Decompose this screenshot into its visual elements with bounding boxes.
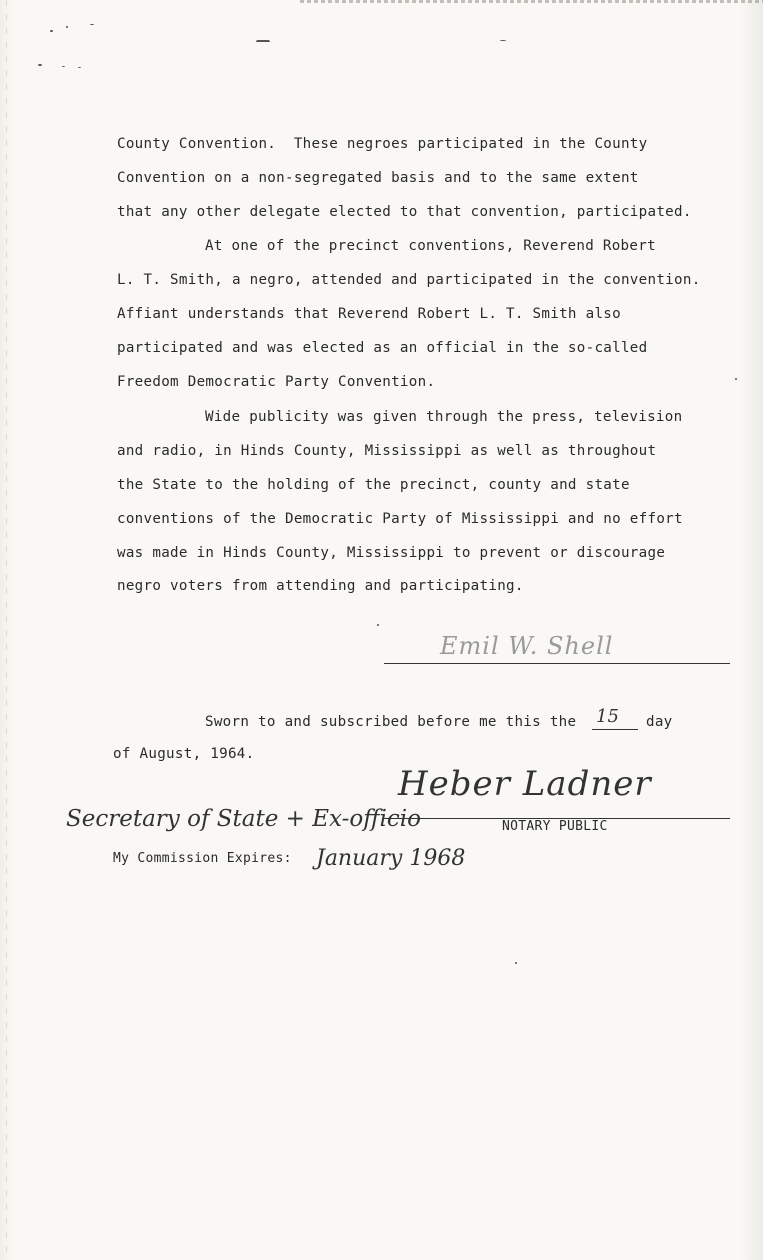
scan-speck xyxy=(500,40,506,41)
body-line: Freedom Democratic Party Convention. xyxy=(117,374,436,390)
jurat-date: of August, 1964. xyxy=(113,746,255,762)
jurat-text: Sworn to and subscribed before me this the xyxy=(205,714,577,730)
scan-speck xyxy=(62,66,65,67)
body-line: was made in Hinds County, Mississippi to prevent or discourage xyxy=(117,545,666,561)
body-line: the State to the holding of the precinct, county and state xyxy=(117,477,630,493)
body-line: negro voters from attending and participating. xyxy=(117,578,524,594)
body-line: conventions of the Democratic Party of Mississippi and no effort xyxy=(117,511,683,527)
scan-speck xyxy=(38,64,42,66)
scan-speck xyxy=(78,67,81,68)
body-line: At one of the precinct conventions, Reverend Robert xyxy=(205,238,656,254)
affiant-signature: Emil W. Shell xyxy=(440,632,614,660)
scan-speck xyxy=(515,962,517,964)
jurat-day-label: day xyxy=(646,714,673,730)
body-line: L. T. Smith, a negro, attended and participated in the convention. xyxy=(117,272,701,288)
body-line: that any other delegate elected to that convention, participated. xyxy=(117,204,692,220)
body-line: Wide publicity was given through the press, television xyxy=(205,409,683,425)
notary-signature: Heber Ladner xyxy=(398,764,652,804)
body-line: County Convention. These negroes participated in the County xyxy=(117,136,648,152)
body-line: Convention on a non-segregated basis and to the same extent xyxy=(117,170,639,186)
page-top-edge xyxy=(300,0,763,3)
scan-speck xyxy=(66,26,68,28)
commission-label: My Commission Expires: xyxy=(113,851,292,866)
jurat-day-number: 15 xyxy=(596,706,619,727)
body-line: Affiant understands that Reverend Robert L. T. Smith also xyxy=(117,306,621,322)
scan-speck xyxy=(90,24,94,25)
scan-speck xyxy=(50,30,53,32)
notary-title-handwritten: Secretary of State + Ex-officio xyxy=(66,806,421,832)
notary-title: NOTARY PUBLIC xyxy=(502,819,608,834)
scan-speck xyxy=(735,378,737,380)
commission-date: January 1968 xyxy=(316,846,466,871)
affiant-signature-line xyxy=(384,663,730,664)
body-line: and radio, in Hinds County, Mississippi as well as throughout xyxy=(117,443,657,459)
body-line: participated and was elected as an official in the so-called xyxy=(117,340,648,356)
scan-speck xyxy=(377,624,379,626)
scan-speck xyxy=(256,40,270,42)
day-blank-line xyxy=(592,729,638,730)
page-left-edge xyxy=(6,0,7,1260)
